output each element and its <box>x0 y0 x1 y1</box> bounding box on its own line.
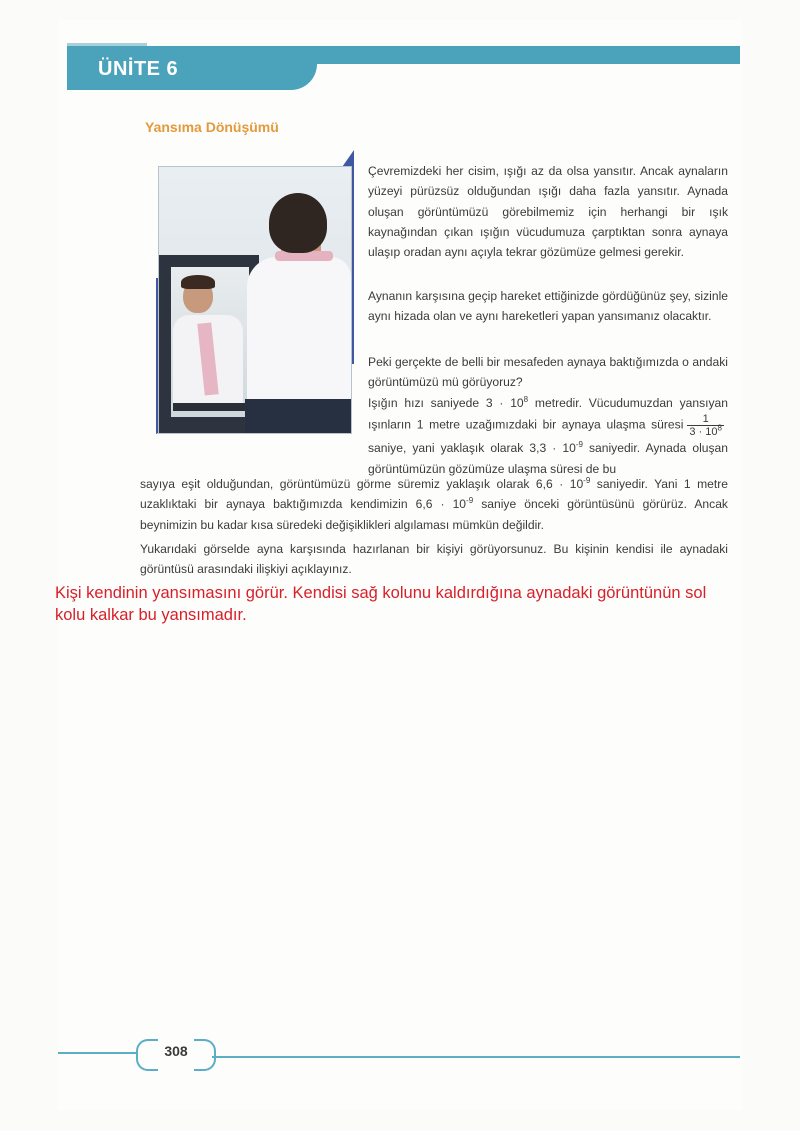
text-segment: saniye önceki görüntüsünü görürüz. Ancak beynimizin bu kadar kısa süredeki değişiklikleri algılaması mümkün değildir. <box>140 497 728 532</box>
paragraph-reflection-intro: Çevremizdeki her cisim, ışığı az da olsa yansıtır. Ancak aynaların yüzeyi pürüzsüz olduğundan ışığı daha fazla yansıtır. Aynada oluşan görüntümüzü görebilmemiz için herhangi bir ışık kaynağından çıkan ışığın vücudumuza çarptıktan sonra aynaya ulaşıp oradan aynı açıyla tekrar gözümüze gelmesi gerekir. <box>368 164 728 259</box>
text-segment: Işığın hızı saniyede 3 · 10 <box>368 396 524 411</box>
reflection-belt <box>173 403 249 411</box>
unit-label: ÜNİTE 6 <box>98 58 179 80</box>
text-segment: saniyedir. Aynada oluşan görüntümüzün gözümüze ulaşma süresi de bu <box>368 441 728 476</box>
exponent: -9 <box>575 440 583 450</box>
paragraph-perception-time <box>140 474 728 535</box>
paragraph-question: Peki gerçekte de belli bir mesafeden aynaya baktığımızda o andaki görüntümüzü mü görüyoruz? <box>368 355 728 390</box>
text-segment: metredir. Vücudumuzdan yansıyan ışınların 1 metre uzağımızdaki bir aynaya ulaşma süresi <box>368 396 728 432</box>
page-number-bracket-right <box>194 1039 216 1071</box>
man-body <box>247 257 351 407</box>
exponent: 8 <box>717 423 722 433</box>
section-title: Yansıma Dönüşümü <box>145 119 279 135</box>
mirror-photo-figure <box>152 150 357 434</box>
paragraph-exercise-prompt: Yukarıdaki görselde ayna karşısında hazırlanan bir kişiyi görüyorsunuz. Bu kişinin kendisi ile aynadaki görüntüsü arasındaki ilişkiyi açıklayınız. <box>140 542 728 577</box>
footer-rule <box>58 1052 138 1054</box>
page-number: 308 <box>164 1043 188 1059</box>
student-answer: Kişi kendinin yansımasını görür. Kendisi sağ kolunu kaldırdığına aynadaki görüntünün sol kolu kalkar bu yansımadır. <box>55 584 707 624</box>
text-segment: saniyedir. Yani 1 metre uzaklıktaki bir aynaya baktığımızda kendimizin 6,6 · 10 <box>140 477 728 512</box>
fraction-denominator <box>687 423 724 439</box>
man-pants <box>245 399 351 433</box>
text-segment: 3 · 10 <box>689 426 718 439</box>
fraction <box>687 413 724 438</box>
page-number-bracket-left <box>136 1039 158 1071</box>
mirror-photo <box>158 166 352 434</box>
text-segment: sayıya eşit olduğundan, görüntümüzü görme süremiz yaklaşık olarak 6,6 · 10 <box>140 477 584 492</box>
man-head <box>269 193 327 253</box>
reflection-hair <box>181 275 215 289</box>
paragraph-light-speed <box>368 393 728 479</box>
exponent: 8 <box>523 395 529 405</box>
footer-rule <box>212 1056 740 1058</box>
exponent: -9 <box>583 476 591 486</box>
fraction-numerator: 1 <box>687 413 724 426</box>
exponent: -9 <box>466 496 474 506</box>
text-segment: saniye, yani yaklaşık olarak 3,3 · 10 <box>368 441 576 456</box>
paragraph-mirror-movement: Aynanın karşısına geçip hareket ettiğinizde gördüğünüz şey, sizinle aynı hizada olan ve aynı hareketleri yapan yansımanız olacaktır. <box>368 289 728 324</box>
